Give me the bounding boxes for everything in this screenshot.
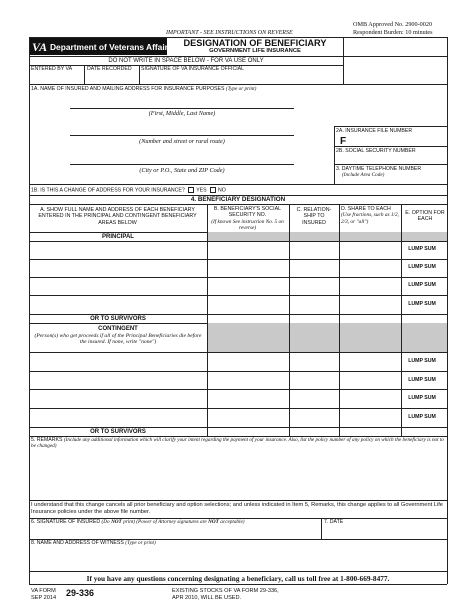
lump-sum-c4: LUMP SUM bbox=[408, 414, 436, 420]
form-number: 29-336 bbox=[66, 588, 95, 598]
beneficiary-designation-title: 4. BENEFICIARY DESIGNATION bbox=[190, 196, 286, 203]
daytime-phone-label: 3. DAYTIME TELEPHONE NUMBER bbox=[336, 166, 422, 172]
svg-text:VA: VA bbox=[32, 40, 48, 53]
va-form-label: VA FORM bbox=[31, 588, 56, 594]
remarks-label: 5. REMARKS (Include any additional information which will clarify your intent regarding the payment of your insurance. Also, list the policy number of any policy on which the beneficiary is not to be changed) bbox=[31, 437, 444, 449]
principal-shaded-band bbox=[207, 232, 447, 241]
yes-label: YES bbox=[196, 186, 207, 193]
yes-checkbox[interactable] bbox=[188, 187, 194, 193]
agency-banner bbox=[29, 38, 173, 55]
lump-sum-c3: LUMP SUM bbox=[408, 395, 436, 401]
col-d-header: D. SHARE TO EACH (Use fractions, such as 1/2, 2/3, or "all") bbox=[341, 206, 399, 225]
no-label: NO bbox=[218, 186, 226, 193]
entered-by-label: ENTERED BY VA bbox=[31, 66, 73, 72]
form-date: SEP 2014 bbox=[31, 595, 57, 601]
date-label: 7. DATE bbox=[324, 519, 344, 525]
col-b-header: B. BENEFICIARY'S SOCIAL SECURITY NO. (If known See instruction No. 5 on reverse) bbox=[211, 206, 284, 232]
street-field[interactable] bbox=[70, 124, 294, 135]
supersedes-line-1: EXISTING STOCKS OF VA FORM 29-336, bbox=[172, 588, 279, 594]
city-field[interactable] bbox=[70, 153, 294, 164]
change-of-address-question: 1B. IS THIS A CHANGE OF ADDRESS FOR YOUR INSURANCE? YES NO bbox=[31, 186, 226, 193]
agency-name: Department of Veterans Affairs bbox=[50, 41, 173, 52]
contingent-label: CONTINGENT bbox=[98, 325, 138, 332]
col-e-header: E. OPTION FOR EACH bbox=[405, 210, 445, 223]
phone-hint: (Include Area Code) bbox=[342, 172, 385, 178]
va-seal-icon bbox=[32, 40, 48, 53]
date-field[interactable] bbox=[323, 528, 446, 538]
va-official-signature-label: SIGNATURE OF VA INSURANCE OFFICIAL bbox=[141, 66, 244, 72]
form-title: DESIGNATION OF BENEFICIARY bbox=[183, 38, 327, 48]
no-checkbox[interactable] bbox=[210, 187, 216, 193]
lump-sum-c1: LUMP SUM bbox=[408, 358, 436, 364]
lump-sum-p4: LUMP SUM bbox=[408, 301, 436, 307]
insured-name-field[interactable] bbox=[70, 96, 294, 108]
signature-field[interactable] bbox=[30, 528, 319, 538]
omb-number: OMB Approved No. 2900-0020 bbox=[353, 21, 433, 28]
supersedes-line-2: APR 2010, WILL BE USED. bbox=[172, 595, 242, 601]
remarks-field[interactable] bbox=[30, 452, 446, 499]
contingent-shaded-band bbox=[207, 323, 447, 352]
name-hint: (First, Middle, Last Name) bbox=[148, 110, 216, 117]
insurance-file-number-label: 2A. INSURANCE FILE NUMBER bbox=[336, 128, 413, 134]
respondent-burden: Respondent Burden: 10 minutes bbox=[353, 29, 433, 36]
or-to-survivors-contingent: OR TO SURVIVORS bbox=[90, 428, 146, 435]
lump-sum-p2: LUMP SUM bbox=[408, 264, 436, 270]
date-recorded-label: DATE RECORDED bbox=[87, 66, 132, 72]
lump-sum-c2: LUMP SUM bbox=[408, 377, 436, 383]
lump-sum-p1: LUMP SUM bbox=[408, 246, 436, 252]
important-note: IMPORTANT - SEE INSTRUCTIONS ON REVERSE bbox=[166, 30, 293, 36]
contingent-note: (Person(s) who get proceeds if all of the Principal Beneficiaries die before the insured. If none, write "none") bbox=[34, 333, 202, 346]
insurance-file-number-field[interactable]: F bbox=[340, 136, 347, 147]
lump-sum-p3: LUMP SUM bbox=[408, 282, 436, 288]
col-a-header: A. SHOW FULL NAME AND ADDRESS OF EACH BENEFICIARY ENTERED IN THE PRINCIPAL AND CONTINGENT BENEFICIARY AREAS BELOW bbox=[38, 207, 197, 226]
city-hint: (City or P.O., State and ZIP Code) bbox=[139, 167, 225, 174]
street-hint: (Number and street or rural route) bbox=[139, 138, 225, 145]
toll-free-notice: If you have any questions concerning designating a beneficiary, call us toll free at 1-800-669-8477. bbox=[86, 574, 390, 583]
signature-label: 6. SIGNATURE OF INSURED (Do NOT print) (Power of Attorney signatures are NOT acceptable) bbox=[31, 519, 245, 525]
va-use-only-banner: DO NOT WRITE IN SPACE BELOW - FOR VA USE ONLY bbox=[108, 57, 264, 64]
form-subtitle: GOVERNMENT LIFE INSURANCE bbox=[209, 48, 301, 54]
col-c-header: C. RELATION-SHIP TO INSURED bbox=[296, 207, 332, 226]
ssn-label: 2B. SOCIAL SECURITY NUMBER bbox=[336, 148, 416, 154]
section-1a-label: 1A. NAME OF INSURED AND MAILING ADDRESS FOR INSURANCE PURPOSES (Type or print) bbox=[31, 86, 257, 92]
principal-beneficiary-fields[interactable] bbox=[30, 242, 206, 313]
principal-label: PRINCIPAL bbox=[102, 233, 134, 240]
contingent-beneficiary-fields[interactable] bbox=[30, 353, 206, 426]
cancellation-statement: I understand that this change cancels all prior beneficiary and option selections; and unless indicated in Item 5, Remarks, this change applies to all Government Life Insurance policies under the above file number. bbox=[31, 502, 443, 515]
or-to-survivors-principal: OR TO SURVIVORS bbox=[90, 315, 146, 322]
witness-label: 8. NAME AND ADDRESS OF WITNESS (Type or print) bbox=[31, 540, 156, 546]
witness-field[interactable] bbox=[30, 549, 446, 570]
